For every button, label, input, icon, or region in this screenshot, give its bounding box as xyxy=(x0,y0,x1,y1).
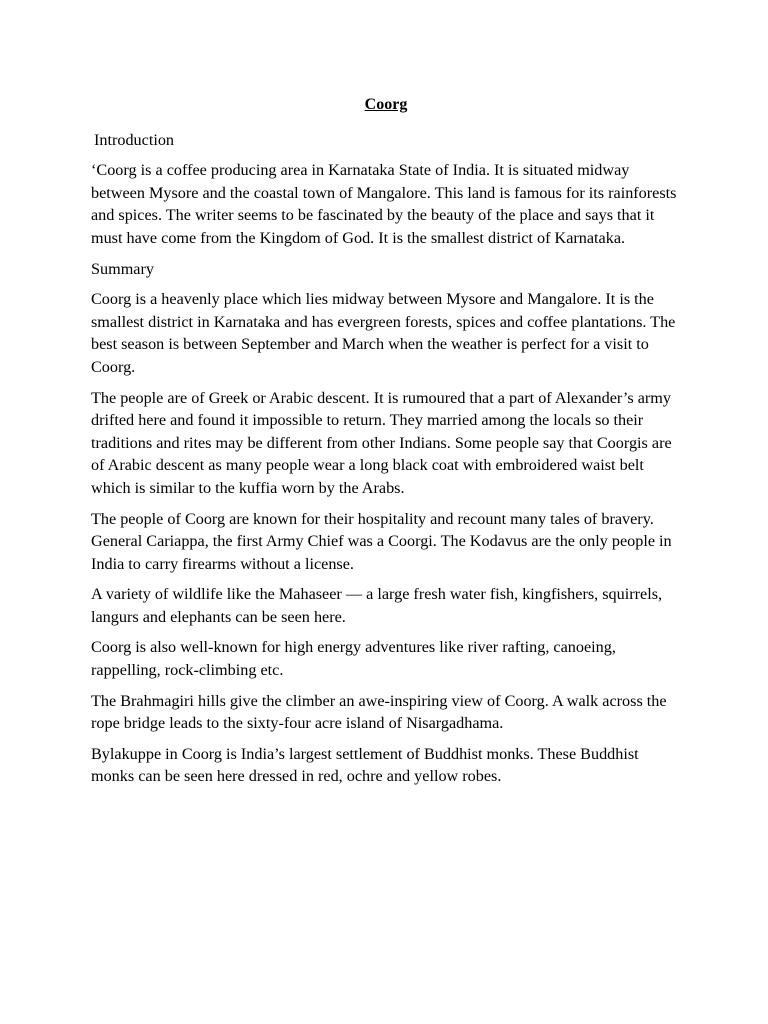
document-body xyxy=(91,94,681,796)
summary-paragraph-1: Coorg is a heavenly place which lies midway between Mysore and Mangalore. It is the smallest district in Karnataka and has evergreen forests, spices and coffee plantations. The best season is between September and March when the weather is perfect for a visit to Coorg. xyxy=(91,290,676,376)
summary-paragraph-6: The Brahmagiri hills give the climber an awe-inspiring view of Coorg. A walk across the rope bridge leads to the sixty-four acre island of Nisargadhama. xyxy=(91,691,667,733)
document-title: Coorg xyxy=(364,96,408,113)
introduction-paragraph: ‘Coorg is a coffee producing area in Karnataka State of India. It is situated midway between Mysore and the coastal town of Mangalore. This land is famous for its rainforests and spices. The writer seems to be fascinated by the beauty of the place and says that it must have come from the Kingdom of God. It is the smallest district of Karnataka. xyxy=(91,161,677,247)
summary-paragraph-3: The people of Coorg are known for their hospitality and recount many tales of bravery. General Cariappa, the first Army Chief was a Coorgi. The Kodavus are the only people in India to carry firearms without a license. xyxy=(91,509,672,573)
summary-paragraph-5: Coorg is also well-known for high energy adventures like river rafting, canoeing, rappelling, rock-climbing etc. xyxy=(91,638,616,680)
summary-paragraph-7: Bylakuppe in Coorg is India’s largest settlement of Buddhist monks. These Buddhist monks can be seen here dressed in red, ochre and yellow robes. xyxy=(91,744,639,786)
introduction-heading: Introduction xyxy=(94,130,175,149)
summary-heading: Summary xyxy=(91,259,154,278)
summary-paragraph-4: A variety of wildlife like the Mahaseer — a large fresh water fish, kingfishers, squirrels, langurs and elephants can be seen here. xyxy=(91,585,663,626)
summary-paragraph-2: The people are of Greek or Arabic descent. It is rumoured that a part of Alexander’s army drifted here and found it impossible to return. They married among the locals so their traditions and rites may be different from other Indians. Some people say that Coorgis are of Arabic descent as many people wear a long black coat with embroidered waist belt which is similar to the kuffia worn by the Arabs. xyxy=(91,388,672,497)
